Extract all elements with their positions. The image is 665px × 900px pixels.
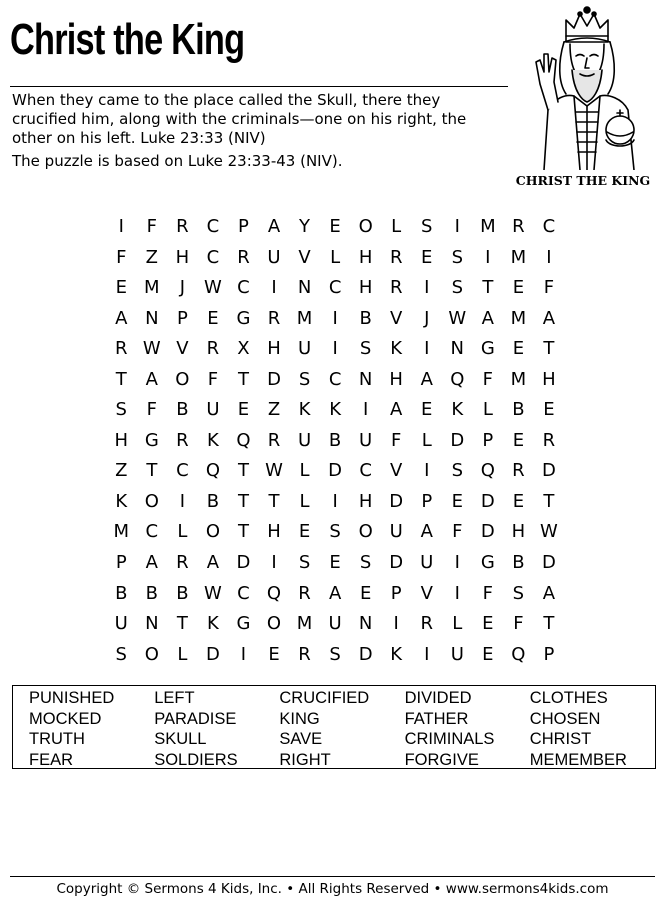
grid-letter: R: [298, 582, 311, 604]
grid-letter: I: [424, 277, 430, 299]
grid-letter: C: [328, 277, 342, 299]
grid-letter: I: [546, 246, 552, 268]
grid-letter: A: [481, 307, 494, 329]
grid-letter: Q: [480, 460, 495, 482]
grid-letter: G: [236, 307, 251, 329]
word-list-item: SKULL: [154, 730, 207, 748]
grid-letter: U: [389, 521, 403, 543]
grid-letter: W: [540, 521, 558, 543]
grid-letter: E: [512, 429, 525, 451]
grid-letter: D: [236, 552, 251, 574]
grid-letter: Q: [236, 429, 251, 451]
grid-letter: S: [115, 399, 127, 421]
christ-the-king-drawing-icon: [514, 2, 660, 170]
grid-letter: A: [420, 368, 433, 390]
grid-letter: V: [390, 307, 403, 329]
grid-letter: U: [450, 643, 464, 665]
word-list-item: FORGIVE: [404, 750, 479, 769]
grid-letter: E: [512, 338, 525, 360]
grid-letter: R: [420, 613, 433, 635]
grid-letter: G: [236, 613, 251, 635]
grid-letter: M: [510, 246, 527, 268]
grid-letter: A: [328, 582, 342, 604]
grid-letter: S: [512, 582, 525, 604]
scripture-passage: When they came to the place called the Skull, there they crucified him, along with the criminals—one on his right, the other on his left. Luke 23:33 (NIV): [12, 91, 467, 147]
grid-letter: A: [206, 552, 220, 574]
word-list-item: MOCKED: [29, 709, 102, 728]
grid-letter: D: [480, 521, 495, 543]
grid-letter: R: [206, 338, 220, 360]
grid-letter: N: [358, 613, 373, 635]
grid-letter: E: [482, 643, 494, 665]
grid-letter: C: [328, 368, 342, 390]
grid-letter: A: [542, 582, 556, 604]
grid-letter: H: [358, 246, 373, 268]
grid-letter: R: [237, 246, 250, 268]
grid-letter: O: [358, 521, 373, 543]
grid-letter: A: [542, 307, 556, 329]
grid-letter: R: [512, 460, 525, 482]
grid-letter: D: [450, 429, 465, 451]
grid-letter: R: [512, 216, 525, 237]
grid-letter: A: [115, 307, 128, 329]
grid-letter: R: [176, 216, 189, 237]
grid-letter: Q: [266, 582, 282, 604]
grid-letter: I: [332, 338, 338, 360]
grid-letter: Y: [299, 216, 311, 237]
grid-letter: B: [176, 582, 189, 604]
grid-letter: L: [391, 216, 402, 237]
word-list-item: SOLDIERS: [154, 750, 238, 769]
grid-letter: S: [359, 552, 372, 574]
grid-letter: L: [482, 399, 493, 421]
grid-letter: Q: [205, 460, 220, 482]
grid-letter: S: [451, 460, 463, 482]
grid-letter: E: [482, 613, 494, 635]
grid-letter: N: [145, 307, 159, 329]
grid-letter: R: [176, 429, 189, 451]
grid-letter: K: [207, 613, 219, 635]
grid-letter: C: [145, 521, 159, 543]
grid-letter: N: [358, 368, 373, 390]
grid-letter: D: [541, 460, 556, 482]
illustration-caption: CHRIST THE KING: [515, 173, 651, 188]
grid-letter: E: [359, 582, 372, 604]
grid-letter: K: [115, 490, 128, 512]
grid-letter: D: [267, 368, 281, 390]
title-divider: [10, 86, 508, 87]
grid-letter: M: [510, 368, 527, 390]
word-list-item: KING: [279, 709, 320, 728]
footer-divider: [10, 876, 655, 877]
grid-letter: D: [328, 460, 343, 482]
grid-letter: K: [329, 399, 341, 421]
grid-letter: R: [542, 429, 556, 451]
letter-grid: [106, 212, 564, 670]
grid-letter: O: [205, 521, 220, 543]
grid-letter: I: [424, 338, 430, 360]
grid-letter: W: [265, 460, 283, 482]
grid-letter: B: [176, 399, 189, 421]
grid-letter: G: [144, 429, 159, 451]
grid-letter: T: [543, 613, 555, 635]
word-list-item: SAVE: [279, 730, 323, 748]
grid-letter: B: [328, 429, 342, 451]
grid-letter: R: [267, 429, 281, 451]
grid-letter: B: [359, 307, 372, 329]
grid-letter: T: [237, 490, 249, 512]
grid-letter: F: [513, 613, 524, 635]
grid-letter: V: [176, 338, 189, 360]
grid-letter: G: [480, 552, 495, 574]
word-list-item: CRIMINALS: [404, 730, 495, 748]
grid-letter: V: [390, 460, 403, 482]
grid-letter: C: [176, 460, 189, 482]
grid-letter: P: [421, 490, 433, 512]
word-list-item: MEMEMBER: [529, 750, 627, 769]
grid-letter: V: [298, 246, 311, 268]
grid-letter: S: [329, 521, 341, 543]
grid-letter: F: [452, 521, 463, 543]
grid-letter: W: [448, 307, 467, 329]
grid-letter: I: [454, 216, 460, 237]
word-list-item: CHRIST: [529, 730, 592, 748]
grid-letter: P: [115, 552, 127, 574]
grid-letter: H: [114, 429, 129, 451]
grid-letter: I: [179, 490, 186, 512]
grid-letter: N: [297, 277, 312, 299]
grid-letter: O: [175, 368, 190, 390]
grid-letter: F: [146, 216, 157, 237]
word-list-item: DIVIDED: [404, 689, 472, 707]
grid-letter: F: [116, 246, 127, 268]
grid-letter: I: [332, 490, 338, 512]
grid-letter: D: [205, 643, 220, 665]
grid-letter: C: [206, 216, 220, 237]
word-list-item: PUNISHED: [29, 689, 115, 707]
grid-letter: I: [454, 582, 460, 604]
grid-letter: D: [389, 490, 404, 512]
word-list-item: LEFT: [154, 689, 195, 707]
grid-letter: R: [389, 246, 403, 268]
grid-letter: L: [177, 643, 188, 665]
grid-letter: U: [420, 552, 434, 574]
grid-letter: T: [268, 490, 280, 512]
grid-letter: K: [207, 429, 219, 451]
word-list-item: CLOTHES: [529, 689, 608, 707]
grid-letter: M: [510, 307, 527, 329]
grid-letter: U: [297, 429, 312, 451]
grid-letter: F: [146, 399, 157, 421]
grid-letter: H: [389, 368, 403, 390]
grid-letter: F: [482, 368, 494, 390]
grid-letter: Z: [267, 399, 281, 421]
grid-letter: X: [237, 338, 250, 360]
grid-letter: S: [298, 368, 311, 390]
grid-letter: C: [542, 216, 556, 237]
grid-letter: M: [296, 307, 313, 329]
grid-letter: I: [424, 643, 430, 665]
grid-letter: O: [358, 216, 373, 237]
grid-letter: S: [421, 216, 433, 237]
grid-letter: R: [115, 338, 128, 360]
grid-letter: E: [421, 399, 433, 421]
grid-letter: T: [237, 460, 249, 482]
grid-letter: S: [115, 643, 127, 665]
grid-letter: M: [113, 521, 130, 543]
grid-letter: P: [543, 643, 555, 665]
grid-letter: D: [480, 490, 495, 512]
grid-letter: W: [204, 582, 222, 604]
grid-letter: I: [485, 246, 491, 268]
intro-text: [12, 91, 504, 171]
grid-letter: C: [237, 582, 250, 604]
grid-letter: T: [543, 490, 555, 512]
word-list-item: TRUTH: [29, 730, 85, 748]
grid-letter: H: [358, 490, 373, 512]
word-list-item: CRUCIFIED: [279, 689, 370, 707]
grid-letter: F: [543, 277, 555, 299]
grid-letter: W: [204, 277, 222, 299]
grid-letter: S: [359, 338, 372, 360]
grid-letter: I: [271, 277, 277, 299]
grid-letter: E: [543, 399, 555, 421]
grid-letter: L: [452, 613, 463, 635]
grid-letter: I: [118, 216, 124, 237]
word-list-item: CHOSEN: [529, 709, 601, 728]
grid-letter: E: [512, 490, 525, 512]
page-title: Christ the King: [10, 15, 245, 64]
word-list: [12, 685, 656, 769]
grid-letter: I: [424, 460, 430, 482]
grid-letter: T: [115, 368, 127, 390]
grid-letter: H: [542, 368, 556, 390]
grid-letter: T: [237, 368, 249, 390]
grid-letter: E: [329, 552, 341, 574]
grid-letter: I: [393, 613, 399, 635]
grid-letter: R: [298, 643, 311, 665]
grid-letter: S: [298, 552, 311, 574]
grid-letter: F: [207, 368, 219, 390]
grid-letter: I: [240, 643, 247, 665]
grid-letter: E: [207, 307, 219, 329]
grid-letter: U: [114, 613, 128, 635]
grid-letter: T: [237, 521, 249, 543]
grid-letter: U: [267, 246, 281, 268]
grid-letter: S: [451, 277, 463, 299]
grid-letter: H: [358, 277, 373, 299]
grid-letter: E: [451, 490, 463, 512]
grid-letter: K: [390, 643, 403, 665]
grid-letter: B: [206, 490, 220, 512]
grid-letter: W: [142, 338, 161, 360]
grid-letter: E: [115, 277, 127, 299]
grid-letter: D: [389, 552, 404, 574]
grid-letter: U: [328, 613, 342, 635]
grid-letter: B: [512, 399, 525, 421]
grid-letter: T: [482, 277, 494, 299]
grid-letter: E: [512, 277, 525, 299]
grid-letter: L: [299, 460, 310, 482]
grid-letter: A: [145, 552, 158, 574]
grid-letter: G: [480, 338, 495, 360]
grid-letter: N: [145, 613, 159, 635]
grid-letter: S: [329, 643, 341, 665]
grid-letter: I: [454, 552, 460, 574]
grid-letter: H: [175, 246, 190, 268]
grid-letter: M: [296, 613, 313, 635]
grid-letter: I: [332, 307, 338, 329]
grid-letter: R: [267, 307, 281, 329]
grid-letter: J: [424, 307, 430, 329]
grid-letter: A: [390, 399, 403, 421]
grid-letter: H: [267, 521, 281, 543]
grid-letter: D: [358, 643, 373, 665]
grid-letter: M: [144, 277, 160, 299]
grid-letter: A: [267, 216, 281, 237]
word-list-item: RIGHT: [279, 750, 331, 769]
grid-letter: R: [389, 277, 403, 299]
grid-letter: A: [420, 521, 433, 543]
grid-letter: D: [541, 552, 556, 574]
grid-letter: E: [298, 521, 311, 543]
grid-letter: K: [451, 399, 464, 421]
grid-letter: K: [390, 338, 403, 360]
word-list-item: PARADISE: [154, 709, 237, 728]
grid-letter: E: [237, 399, 250, 421]
grid-letter: P: [176, 307, 188, 329]
grid-letter: T: [176, 613, 188, 635]
grid-letter: L: [421, 429, 432, 451]
grid-letter: L: [177, 521, 188, 543]
grid-letter: T: [543, 338, 555, 360]
grid-letter: E: [268, 643, 280, 665]
grid-letter: I: [271, 552, 277, 574]
grid-letter: C: [206, 246, 220, 268]
grid-letter: R: [176, 552, 189, 574]
grid-letter: O: [266, 613, 282, 635]
grid-letter: O: [144, 490, 159, 512]
grid-letter: U: [206, 399, 220, 421]
grid-letter: Q: [450, 368, 465, 390]
grid-letter: B: [115, 582, 128, 604]
word-list-item: FATHER: [404, 709, 469, 728]
grid-letter: C: [237, 277, 250, 299]
grid-letter: L: [299, 490, 310, 512]
grid-letter: U: [297, 338, 312, 360]
grid-letter: F: [482, 582, 494, 604]
grid-letter: P: [482, 429, 494, 451]
grid-letter: M: [480, 216, 496, 237]
grid-letter: B: [512, 552, 525, 574]
grid-letter: N: [450, 338, 465, 360]
grid-letter: Z: [115, 460, 128, 482]
grid-letter: P: [238, 216, 249, 237]
grid-letter: E: [421, 246, 433, 268]
grid-letter: V: [420, 582, 433, 604]
grid-letter: A: [145, 368, 158, 390]
grid-letter: Q: [511, 643, 526, 665]
grid-letter: C: [359, 460, 372, 482]
grid-letter: H: [267, 338, 281, 360]
grid-letter: P: [390, 582, 402, 604]
grid-letter: J: [179, 277, 186, 299]
puzzle-basis: The puzzle is based on Luke 23:33-43 (NIV).: [12, 152, 343, 170]
grid-letter: B: [145, 582, 158, 604]
grid-letter: E: [329, 216, 341, 237]
copyright-footer: Copyright © Sermons 4 Kids, Inc. • All Rights Reserved • www.sermons4kids.com: [56, 881, 609, 897]
grid-letter: F: [391, 429, 402, 451]
grid-letter: U: [359, 429, 373, 451]
grid-letter: Z: [145, 246, 158, 268]
grid-letter: T: [146, 460, 158, 482]
grid-letter: H: [511, 521, 526, 543]
grid-letter: S: [451, 246, 463, 268]
grid-letter: O: [144, 643, 159, 665]
grid-letter: I: [362, 399, 369, 421]
grid-letter: K: [298, 399, 311, 421]
word-list-item: FEAR: [29, 750, 74, 769]
grid-letter: L: [330, 246, 341, 268]
